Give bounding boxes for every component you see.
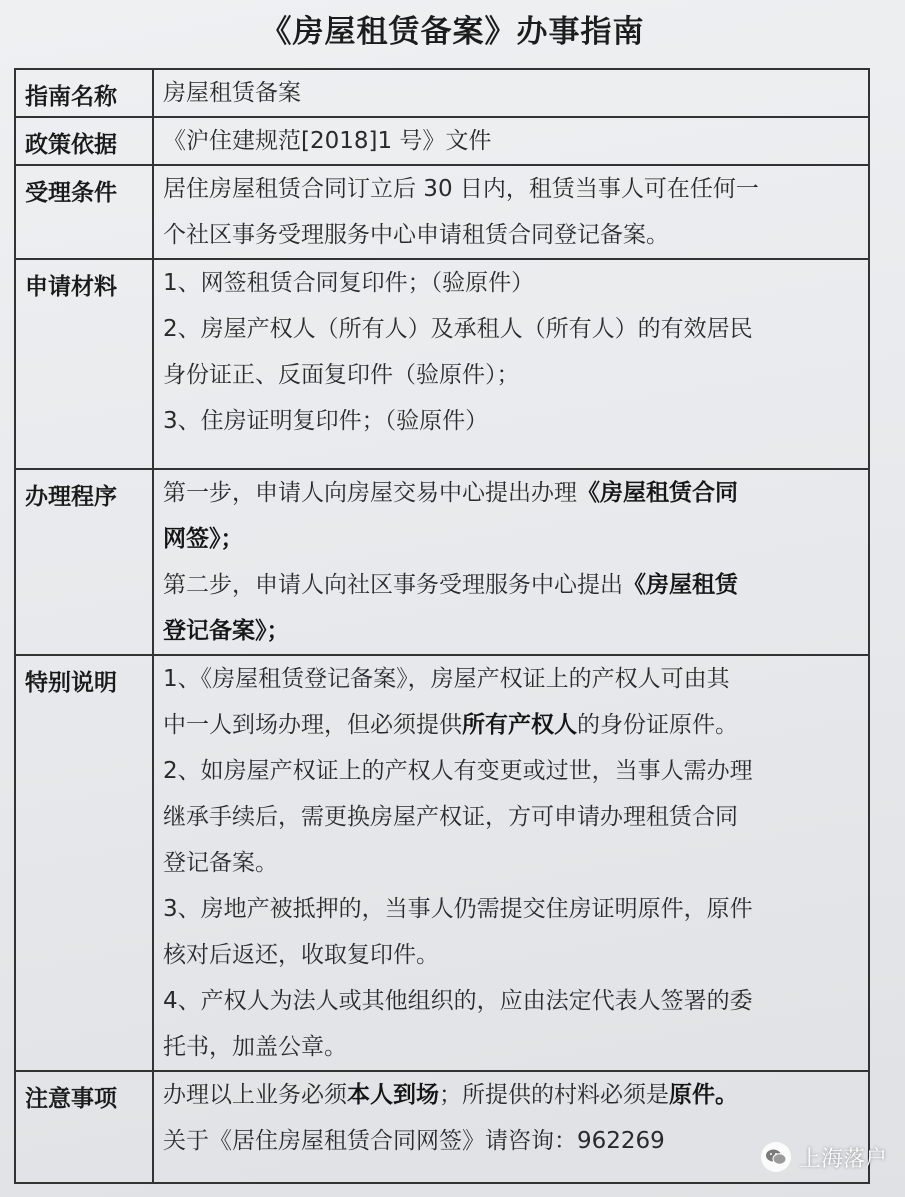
line-text: 的身份证原件。 <box>577 712 738 738</box>
wechat-icon <box>761 1142 791 1172</box>
emphasis-text: 原件。 <box>669 1082 738 1108</box>
guide-row <box>15 1071 869 1183</box>
row-label: 注意事项 <box>15 1071 153 1183</box>
content-line <box>163 306 860 352</box>
content-line <box>163 702 860 748</box>
emphasis-text: 本人到场 <box>347 1082 439 1108</box>
row-content <box>153 259 869 469</box>
guide-row <box>15 69 869 117</box>
emphasis-text: 所有产权人 <box>462 712 577 738</box>
row-label: 受理条件 <box>15 165 153 259</box>
content-line <box>163 1024 860 1070</box>
line-text: 2、如房屋产权证上的产权人有变更或过世，当事人需办理 <box>163 758 753 784</box>
content-line <box>163 608 860 654</box>
line-text: 个社区事务受理服务中心申请租赁合同登记备案。 <box>163 222 669 248</box>
row-content <box>153 469 869 655</box>
line-text: 办理以上业务必须 <box>163 1082 347 1108</box>
row-content <box>153 655 869 1071</box>
guide-row <box>15 655 869 1071</box>
watermark <box>761 1137 887 1177</box>
row-content <box>153 117 869 165</box>
emphasis-text: 《房屋租赁 <box>623 572 738 598</box>
line-text: 身份证正、反面复印件（验原件）； <box>163 362 520 388</box>
content-line <box>163 932 860 978</box>
content-line <box>163 978 860 1024</box>
line-text: 1、《房屋租赁登记备案》，房屋产权证上的产权人可由其 <box>163 666 730 692</box>
row-label: 特别说明 <box>15 655 153 1071</box>
line-text: 托书，加盖公章。 <box>163 1034 347 1060</box>
line-text: 关于《居住房屋租赁合同网签》请咨询：962269 <box>163 1128 665 1154</box>
row-label: 政策依据 <box>15 117 153 165</box>
line-text: ；所提供的村料必须是 <box>439 1082 669 1108</box>
line-text: 中一人到场办理，但必须提供 <box>163 712 462 738</box>
line-text: 3、房地产被抵押的，当事人仍需提交住房证明原件，原件 <box>163 896 753 922</box>
content-line <box>163 516 860 562</box>
content-line <box>163 656 860 702</box>
guide-row <box>15 259 869 469</box>
content-line <box>163 794 860 840</box>
line-text: 1、网签租赁合同复印件；（验原件） <box>163 270 535 296</box>
line-text: 登记备案。 <box>163 850 278 876</box>
content-line <box>163 748 860 794</box>
line-text: 4、产权人为法人或其他组织的，应由法定代表人签署的委 <box>163 988 753 1014</box>
content-line <box>163 840 860 886</box>
content-line <box>163 166 860 212</box>
row-label: 申请材料 <box>15 259 153 469</box>
emphasis-text: 登记备案》； <box>163 618 290 644</box>
row-content <box>153 69 869 117</box>
line-text: 3、住房证明复印件；（验原件） <box>163 408 489 434</box>
content-line <box>163 562 860 608</box>
content-line <box>163 260 860 306</box>
line-text: 第一步，申请人向房屋交易中心提出办理 <box>163 480 577 506</box>
row-content <box>153 165 869 259</box>
content-line <box>163 352 860 398</box>
guide-row <box>15 117 869 165</box>
content-line <box>163 398 860 444</box>
line-text: 房屋租赁备案 <box>163 80 301 106</box>
emphasis-text: 《房屋租赁合同 <box>577 480 738 506</box>
emphasis-text: 网签》； <box>163 526 244 552</box>
content-line <box>163 118 860 164</box>
content-line <box>163 212 860 258</box>
row-label: 办理程序 <box>15 469 153 655</box>
watermark-text: 上海落户 <box>798 1146 887 1172</box>
guide-table <box>14 68 870 1184</box>
guide-row <box>15 165 869 259</box>
content-line <box>163 1118 860 1164</box>
line-text: 2、房屋产权人（所有人）及承租人（所有人）的有效居民 <box>163 316 753 342</box>
content-line <box>163 1072 860 1118</box>
line-text: 核对后返还，收取复印件。 <box>163 942 439 968</box>
line-text: 继承手续后，需更换房屋产权证，方可申请办理租赁合同 <box>163 804 738 830</box>
content-line <box>163 70 860 116</box>
content-line <box>163 470 860 516</box>
line-text: 第二步，申请人向社区事务受理服务中心提出 <box>163 572 623 598</box>
page-title: 《房屋租赁备案》办事指南 <box>260 14 645 50</box>
guide-row <box>15 469 869 655</box>
content-line <box>163 886 860 932</box>
row-label: 指南名称 <box>15 69 153 117</box>
line-text: 《沪住建规范[2018]1 号》文件 <box>163 128 492 154</box>
line-text: 居住房屋租赁合同订立后 30 日内，租赁当事人可在任何一 <box>163 176 759 202</box>
